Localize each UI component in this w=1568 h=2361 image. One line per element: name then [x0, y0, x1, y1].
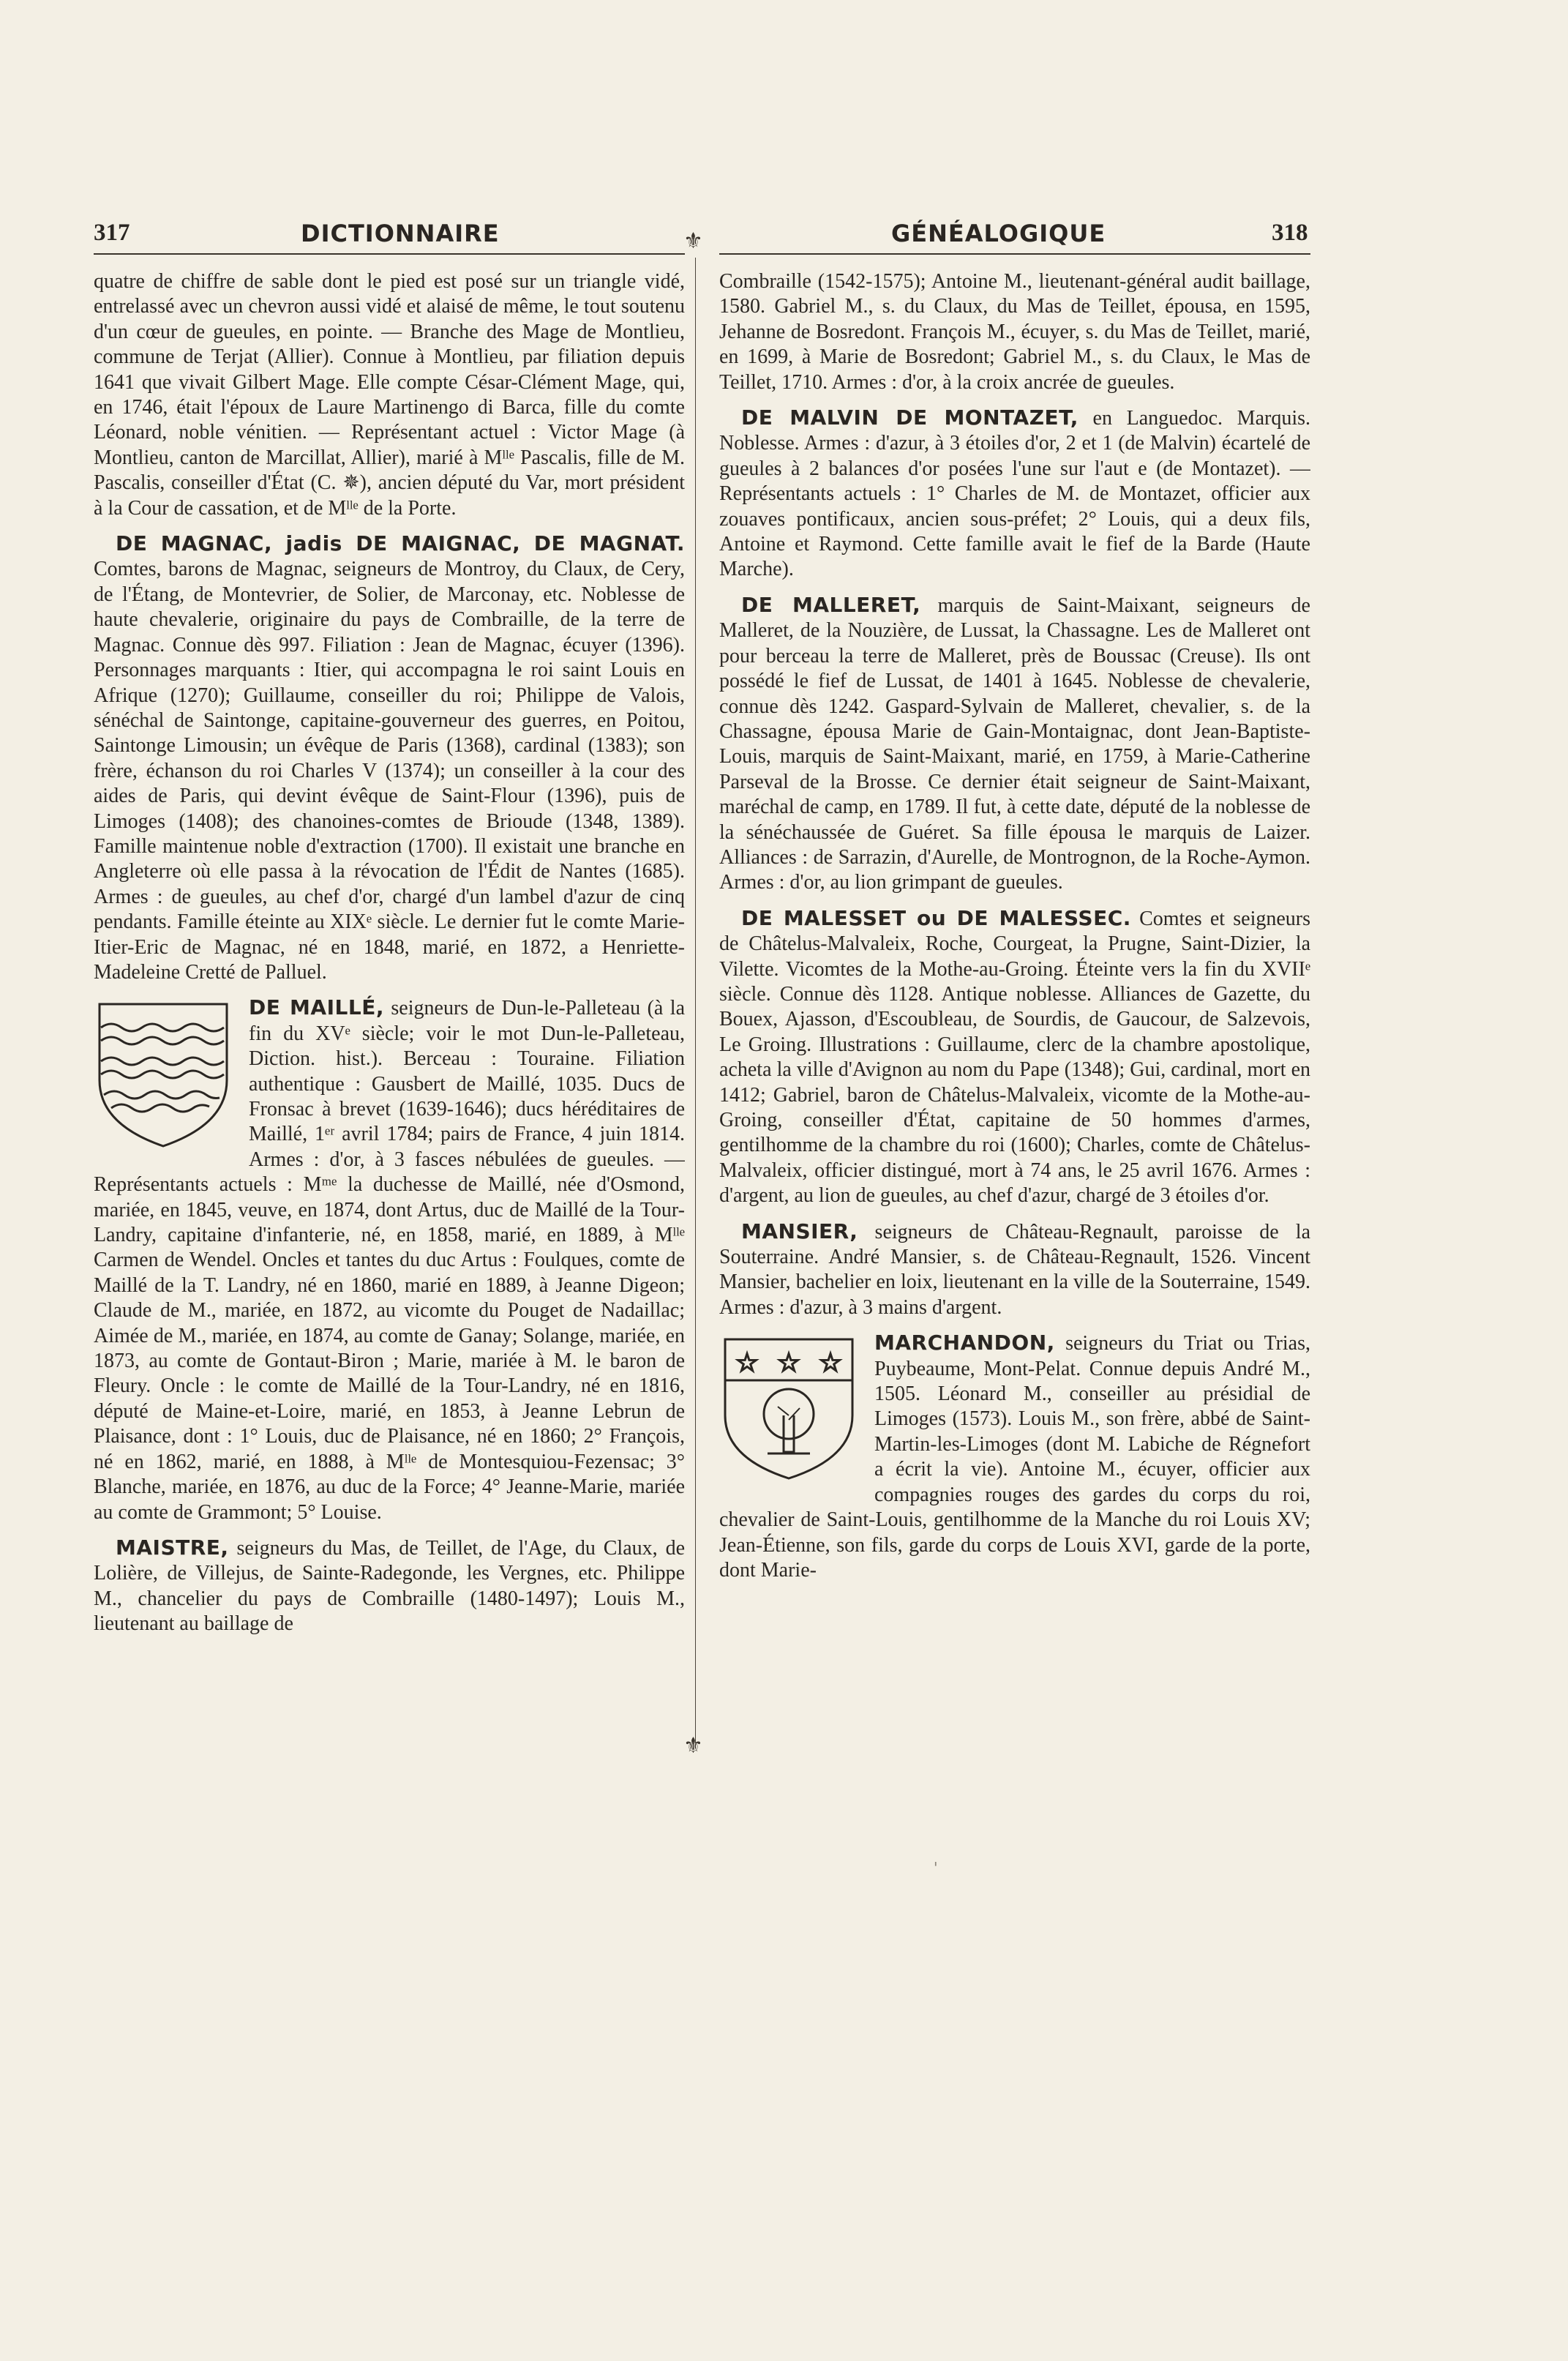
entry-text: marquis de Saint-Maixant, seigneurs de Malleret, de la Nouzière, de Lussat, la Chassagne. Les de Malleret ont pour berceau la terre de Malleret, près de Boussac (Creuse). Ils ont possédé le fief de Lussat, de 1401 à 1645. Noblesse de chevalerie, connue dès 1242. Gaspard-Sylvain de Malleret, chevalier, s. de la Chassagne, épousa Marie de Gain-Montaignac, dont Jean-Baptiste-Louis, marquis de Saint-Maixant, marié, en 1759, à Marie-Catherine Parseval de la Brosse. Ce dernier était seigneur de Saint-Maixant, maréchal de camp, en 1789. Il fut, à cette date, député de la noblesse de la sénéchaussée de Guéret. Sa fille épousa le marquis de Laizer. Alliances : de Sarrazin, d'Aurelle, de Montrognon, de la Roche-Aymon. Armes : d'or, au lion grimpant de gueules.: [719, 594, 1310, 894]
coat-of-arms-maille: [94, 1000, 233, 1150]
entry-text: en Languedoc. Marquis. Noblesse. Armes : d'azur, à 3 étoiles d'or, 2 et 1 (de Malvin) écartelé de gueules à 2 balances d'or posées l'une sur l'aut e (de Montazet). — Représentants actuels : 1° Charles de M. de Montazet, officier aux zouaves pontificaux, ancien sous-préfet; 2° Louis, qui a deux fils, Antoine et Raymond. Cette famille avait le fief de la Barde (Haute Marche).: [719, 407, 1310, 581]
entry-headword: MANSIER,: [741, 1219, 858, 1243]
entry-text: Comtes, barons de Magnac, seigneurs de Montroy, du Claux, de Cery, de l'Étang, de Montevrier, de Solier, de Marconay, etc. Noblesse de haute chevalerie, originaire du pays de Combraille, de la terre de Magnac. Connue dès 997. Filiation : Jean de Magnac, écuyer (1396). Personnages marquants : Itier, qui accompagna le roi saint Louis en Afrique (1270); Guillaume, conseiller du roi; Philippe de Valois, sénéchal de Saintonge, capitaine-gouverneur des guerres, en Poitou, Saintonge Limousin; un évêque de Paris (1368), cardinal (1383); son frère, échanson du roi Charles V (1374); un conseiller à la cour des aides de Paris, qui devint évêque de Saint-Flour (1396), puis de Limoges (1408); des chanoines-comtes de Brioude (1348, 1389). Famille maintenue noble d'extraction (1700). Il existait une branche en Angleterre où elle passa à la révocation de l'Édit de Nantes (1685). Armes : de gueules, au chef d'or, chargé d'un lambel d'azur de cinq pendants. Famille éteinte au XIXᵉ siècle. Le dernier fut le comte Marie-Itier-Eric de Magnac, né en 1848, marié, en 1872, a Henriette-Madeleine Cretté de Palluel.: [94, 558, 685, 984]
left-column: [94, 269, 685, 1733]
svg-text:☆: ☆: [735, 1348, 759, 1379]
entry-headword: DE MAGNAC, jadis DE MAIGNAC, DE MAGNAT.: [116, 531, 685, 556]
dictionary-entry: [719, 906, 1310, 1209]
column-divider: [695, 258, 696, 1743]
left-running-title: DICTIONNAIRE: [301, 220, 500, 247]
stray-mark: ': [934, 1859, 938, 1877]
entry-headword: DE MAILLÉ,: [249, 995, 384, 1020]
entry-continuation: [94, 269, 685, 521]
entry-text: seigneurs du Triat ou Trias, Puybeaume, Mont-Pelat. Connue depuis André M., 1505. Léonard M., conseiller au présidial de Limoges (1573). Louis M., son frère, abbé de Saint-Martin-les-Limoges (dont M. Labiche de Régnefort a écrit la vie). Antoine M., écuyer, officier aux compagnies rouges des gardes du corps du roi, chevalier de Saint-Louis, gentilhomme de la Manche du roi Louis XV; Jean-Étienne, son fils, garde du corps de Louis XVI, garde de la porte, dont Marie-: [719, 1332, 1310, 1582]
ornament-bottom: ⚜: [683, 1733, 703, 1759]
entry-headword: DE MALESSET ou DE MALESSEC.: [741, 905, 1131, 930]
entry-headword: DE MALVIN DE MONTAZET,: [741, 405, 1079, 430]
header-rule-right: [719, 253, 1310, 255]
entry-text: Comtes et seigneurs de Châtelus-Malvaleix, Roche, Courgeat, la Prugne, Saint-Dizier, la Vilette. Vicomtes de la Mothe-au-Groing. Éteinte vers la fin du XVIIᵉ siècle. Connue dès 1128. Antique noblesse. Alliances de Gazette, du Bouex, Ajasson, d'Escoubleau, de Sourdis, de Gaucour, de Salzevois, Le Groing. Illustrations : Guillaume, clerc de la chambre apostolique, acheta la ville d'Avignon au nom du Pape (1348); Gui, cardinal, mort en 1412; Gabriel, baron de Châtelus-Malvaleix, vicomte de la Mothe-au-Groing, conseiller d'État, capitaine de 50 hommes d'armes, gentilhomme de la chambre du roi (1600); Charles, comte de Châtelus-Malvaleix, officier distingué, mort à 74 ans, le 25 avril 1676. Armes : d'argent, au lion de gueules, au chef d'azur, chargé de 3 étoiles d'or.: [719, 907, 1310, 1208]
entry-headword: MAISTRE,: [116, 1535, 229, 1560]
entry-text: Combraille (1542-1575); Antoine M., lieutenant-général audit baillage, 1580. Gabriel M., s. du Claux, du Mas de Teillet, épousa, en 1595, Jehanne de Bosredont. François M., écuyer, s. du Mas de Teillet, marié, en 1699, à Marie de Bosredont; Gabriel M., s. du Claux, le Mas de Teillet, 1710. Armes : d'or, à la croix ancrée de gueules.: [719, 270, 1310, 394]
dictionary-entry: [94, 531, 685, 985]
right-running-title: GÉNÉALOGIQUE: [891, 220, 1106, 247]
coat-of-arms-marchandon: [719, 1335, 858, 1481]
shield-icon: [94, 1000, 233, 1150]
entry-text: quatre de chiffre de sable dont le pied est posé sur un triangle vidé, entrelassé avec un chevron aussi vidé et alaisé de même, le tout soutenu d'un cœur de gueules, en pointe. — Branche des Mage de Montlieu, commune de Terjat (Allier). Connue à Montlieu, par filiation depuis 1641 que vivait Gilbert Mage. Elle compte César-Clément Mage, qui, en 1746, était l'époux de Laure Martinengo di Barca, fille du comte Léonard, noble vénitien. — Représentant actuel : Victor Mage (à Montlieu, canton de Marcillat, Allier), marié à Mˡˡᵉ Pascalis, fille de M. Pascalis, conseiller d'État (C. ✵), ancien député du Var, mort président à la Cour de cassation, et de Mˡˡᵉ de la Porte.: [94, 270, 685, 520]
entry-text: seigneurs de Dun-le-Palleteau (à la fin du XVᵉ siècle; voir le mot Dun-le-Palleteau, Diction. hist.). Berceau : Touraine. Filiation authentique : Gausbert de Maillé, 1035. Ducs de Fronsac à brevet (1639-1646); ducs héréditaires de Maillé, 1ᵉʳ avril 1784; pairs de France, 4 juin 1814. Armes : d'or, à 3 fasces nébulées de gueules. — Représentants actuels : Mᵐᵉ la duchesse de Maillé, née d'Osmond, mariée, en 1845, veuve, en 1874, dont Artus, duc de Maillé de la Tour-Landry, capitaine d'infanterie, né, en 1858, marié, en 1889, à Mˡˡᵉ Carmen de Wendel. Oncles et tantes du duc Artus : Foulques, comte de Maillé de la T. Landry, né en 1860, marié en 1889, à Jeanne Digeon; Claude de M., mariée, en 1872, au vicomte du Pouget de Nadaillac; Aimée de M., mariée, en 1874, au comte de Ganay; Solange, mariée, en 1873, au comte de Gontaut-Biron ; Marie, mariée à M. le baron de Fleury. Oncle : le comte de Maillé de la Tour-Landry, né en 1816, député de Maine-et-Loire, marié, en 1853, à Jeanne Lebrun de Plaisance, dont : 1° Louis, duc de Plaisance, né en 1860; 2° François, né en 1862, marié, en 1888, à Mˡˡᵉ de Montesquiou-Fezensac; 3° Blanche, mariée, en 1876, au duc de la Force; 4° Jeanne-Marie, mariée au comte de Grammont; 5° Louise.: [94, 997, 685, 1524]
ornament-top: ⚜: [683, 228, 703, 254]
shield-icon: [719, 1335, 858, 1481]
dictionary-entry: [94, 1535, 685, 1637]
svg-text:☆: ☆: [818, 1348, 843, 1379]
right-page-number: 318: [1272, 220, 1308, 246]
entry-text: seigneurs de Château-Regnault, paroisse de la Souterraine. André Mansier, s. de Château-Regnault, 1526. Vincent Mansier, bachelier en loix, lieutenant en la ville de la Souterraine, 1549. Armes : d'azur, à 3 mains d'argent.: [719, 1220, 1310, 1319]
dictionary-entry: [719, 1331, 1310, 1583]
entry-headword: DE MALLERET,: [741, 592, 921, 617]
svg-text:☆: ☆: [776, 1348, 801, 1379]
dictionary-entry: [719, 593, 1310, 896]
entry-headword: MARCHANDON,: [874, 1331, 1055, 1355]
dictionary-entry: [719, 405, 1310, 583]
header-rule-left: [94, 253, 685, 255]
right-column: [719, 269, 1310, 1733]
dictionary-entry: [719, 1219, 1310, 1321]
entry-continuation: [719, 269, 1310, 395]
entry-text: seigneurs du Mas, de Teillet, de l'Age, du Claux, de Lolière, de Villejus, de Sainte-Radegonde, les Vergnes, etc. Philippe M., chancelier du pays de Combraille (1480-1497); Louis M., lieutenant au baillage de: [94, 1536, 685, 1636]
dictionary-entry: [94, 995, 685, 1525]
left-page-number: 317: [94, 220, 130, 246]
